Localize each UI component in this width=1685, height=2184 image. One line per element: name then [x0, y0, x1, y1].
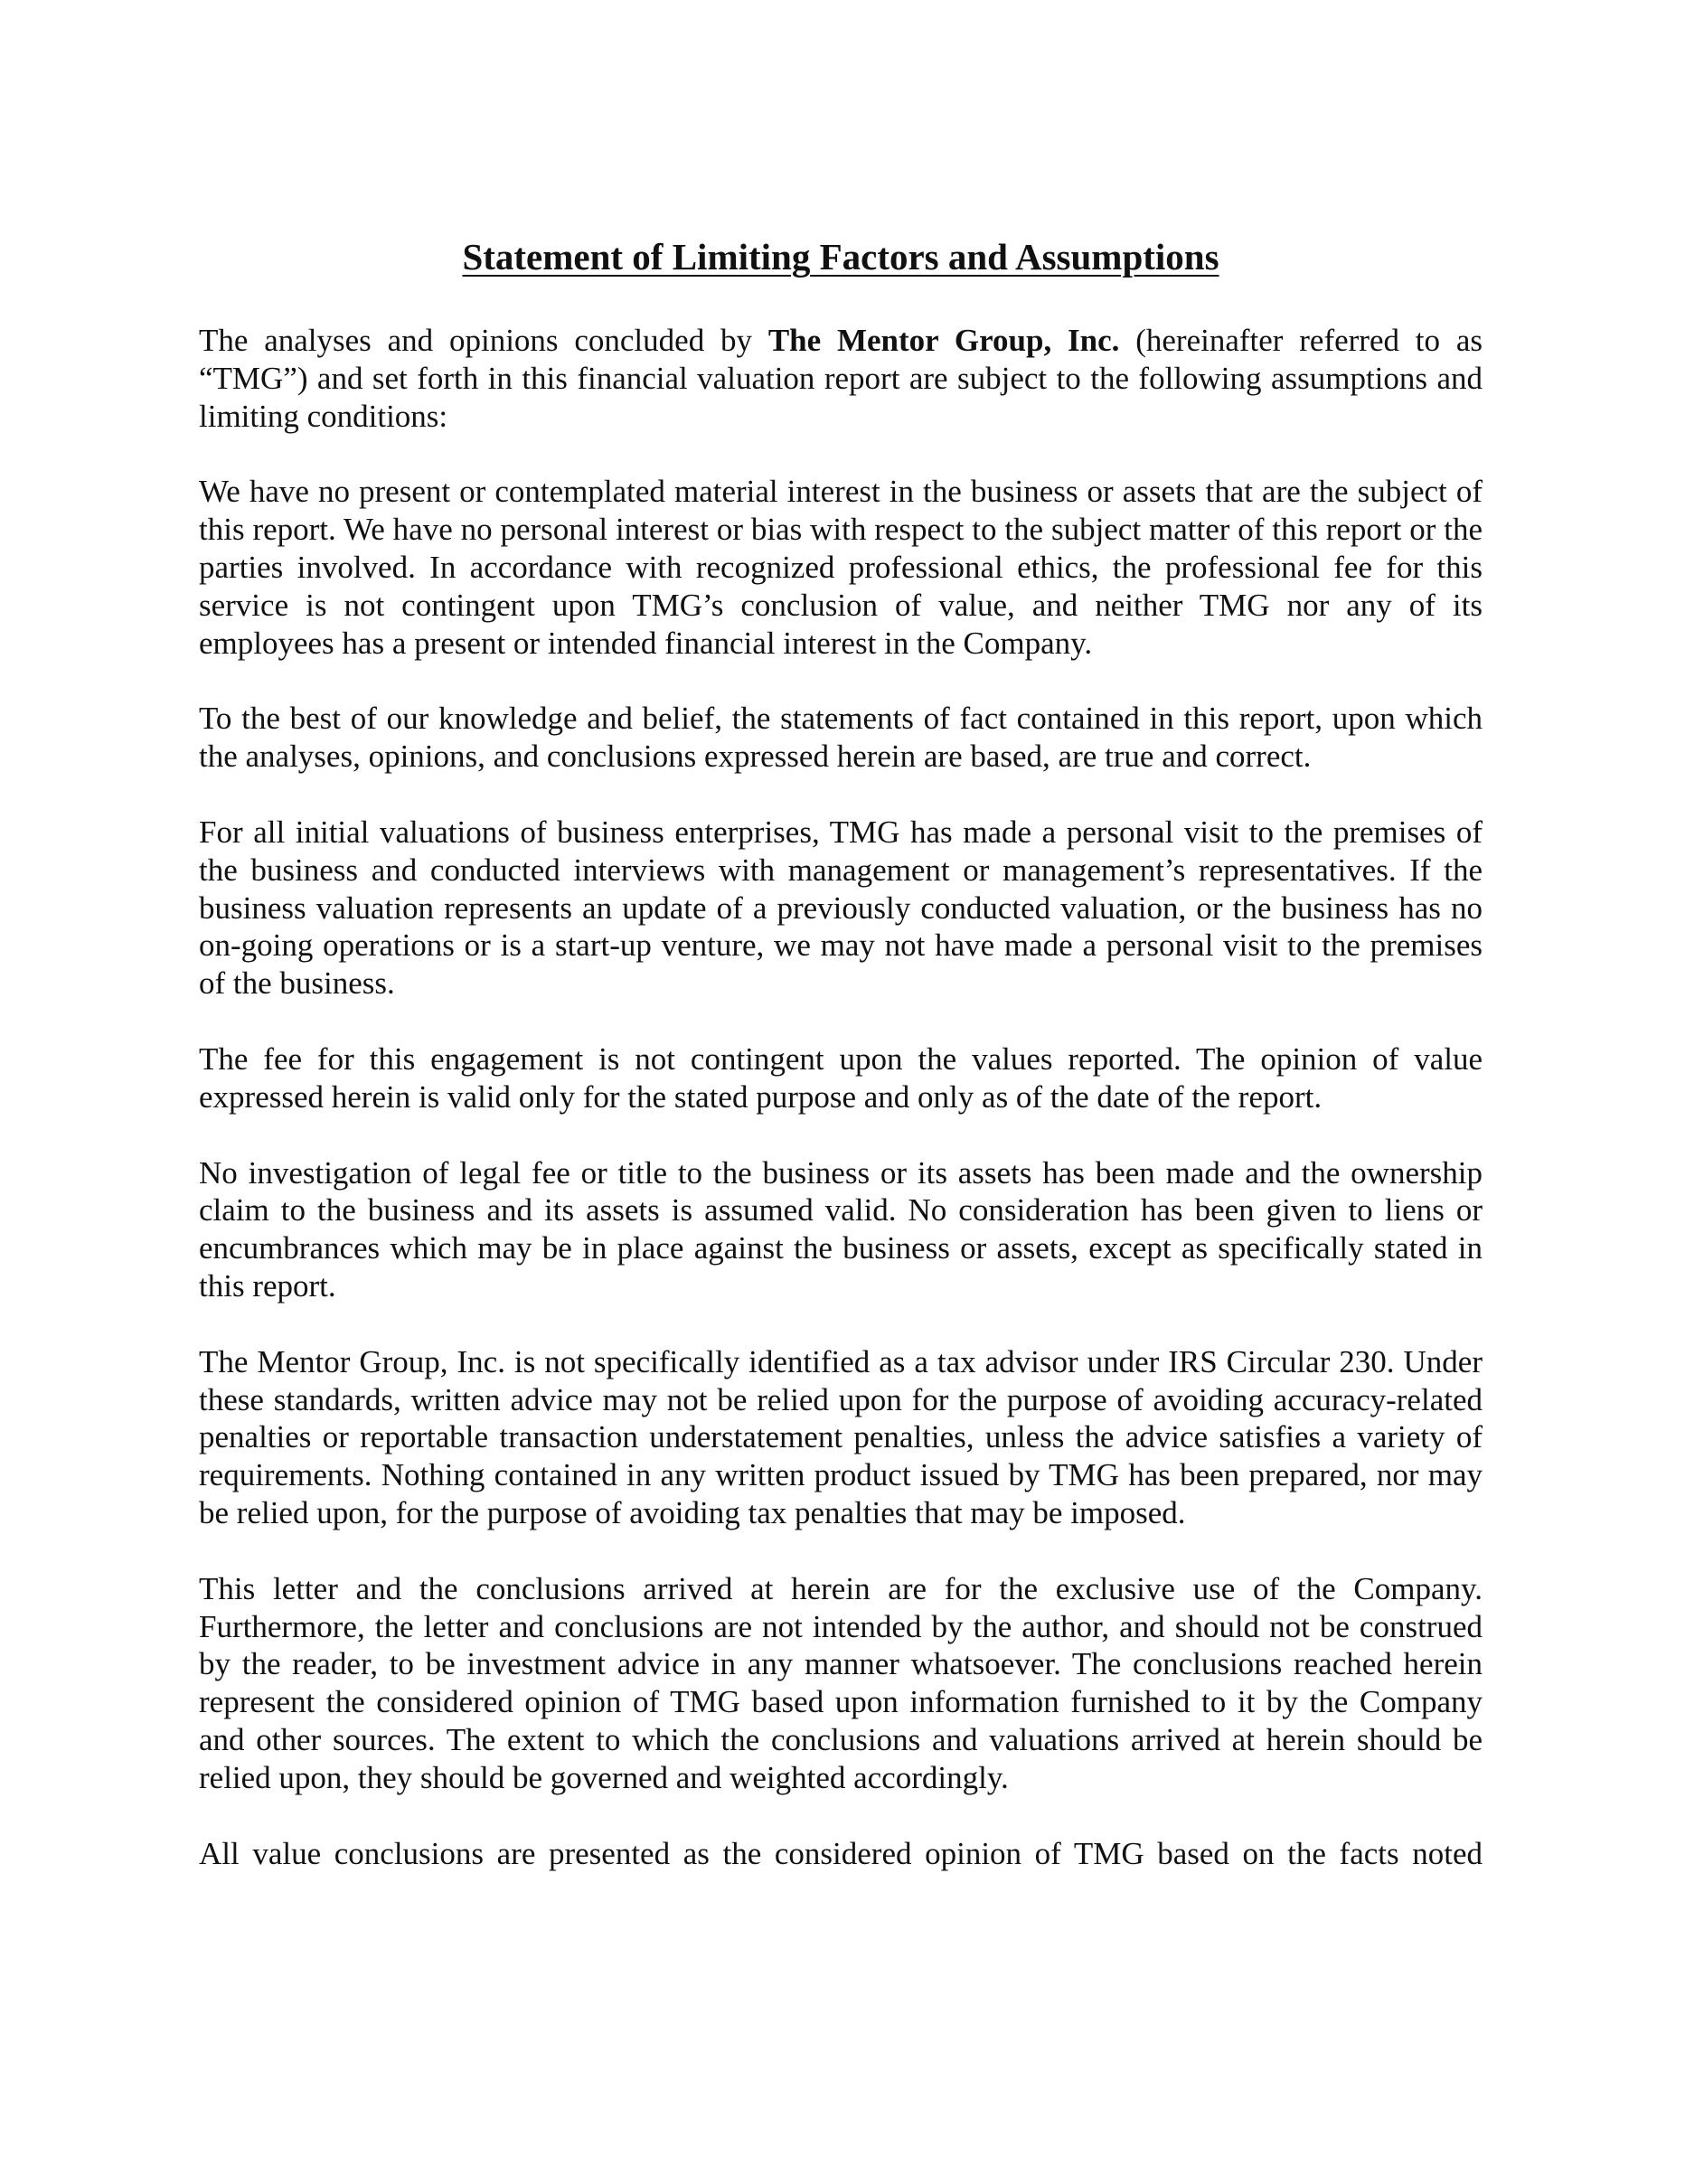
paragraph-tax-advice: The Mentor Group, Inc. is not specifically identified as a tax advisor under IRS Circular 230. Under these standards, written advice may not be relied upon for the purpose of avoiding accuracy-related penalties or reportable transaction understatement penalties, unless the advice satisfies a variety of requirements. Nothing contained in any written product issued by TMG has been prepared, nor may be relied upon, for the purpose of avoiding tax penalties that may be imposed.	[199, 1343, 1483, 1530]
paragraph-site-visit: For all initial valuations of business enterprises, TMG has made a personal visit to the premises of the business and conducted interviews with management or management’s representatives. If the business valuation represents an update of a previously conducted valuation, or the business has no on-going operations or is a start-up venture, we may not have made a personal visit to the premises of the business.	[199, 814, 1483, 1002]
intro-text-after: (hereinafter referred to as “TMG”) and set forth in this financial valuation report are subject to the following assumptions and limiting conditions:	[199, 323, 1483, 434]
paragraph-value-conclusions: All value conclusions are presented as the considered opinion of TMG based on the facts noted	[199, 1835, 1483, 1871]
page-title: Statement of Limiting Factors and Assumptions	[462, 236, 1219, 278]
paragraph-title-investigation: No investigation of legal fee or title to the business or its assets has been made and the ownership claim to the business and its assets is assumed valid. No consideration has been given to liens or encumbrances which may be in place against the business or assets, except as specifically stated in this report.	[199, 1154, 1483, 1304]
paragraph-exclusive-use: This letter and the conclusions arrived at herein are for the exclusive use of the Company. Furthermore, the letter and conclusions are not intended by the author, and should not be construed by the reader, to be investment advice in any manner whatsoever. The conclusions reached herein represent the considered opinion of TMG based upon information furnished to it by the Company and other sources. The extent to which the conclusions and valuations arrived at herein should be relied upon, they should be governed and weighted accordingly.	[199, 1570, 1483, 1795]
paragraph-independence: We have no present or contemplated material interest in the business or assets that are the subject of this report. We have no personal interest or bias with respect to the subject matter of this report or the parties involved. In accordance with recognized professional ethics, the professional fee for this service is not contingent upon TMG’s conclusion of value, and neither TMG nor any of its employees has a present or intended financial interest in the Company.	[199, 474, 1483, 661]
paragraph-fee: The fee for this engagement is not contingent upon the values reported. The opinion of value expressed herein is valid only for the stated purpose and only as of the date of the report.	[199, 1040, 1483, 1115]
document-page	[199, 233, 1483, 1872]
company-name: The Mentor Group, Inc.	[767, 323, 1120, 358]
intro-paragraph	[199, 322, 1483, 435]
paragraph-statements-of-fact: To the best of our knowledge and belief, the statements of fact contained in this report, upon which the analyses, opinions, and conclusions expressed herein are based, are true and correct.	[199, 701, 1483, 775]
intro-text-before: The analyses and opinions concluded by	[199, 323, 768, 358]
